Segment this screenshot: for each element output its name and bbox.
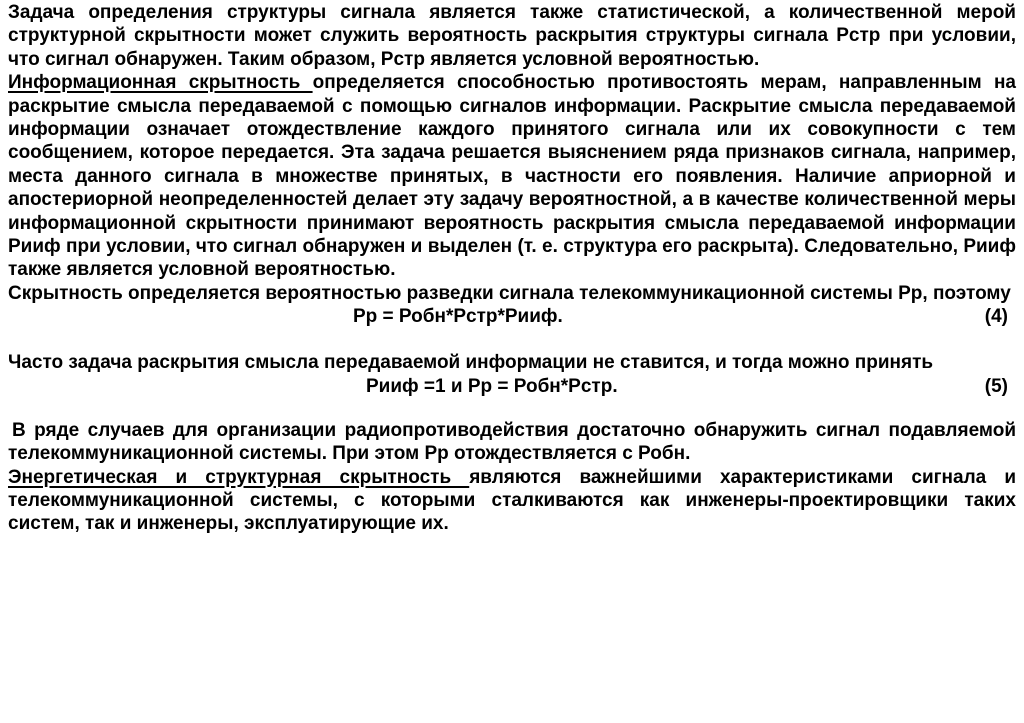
term-information-secrecy: Информационная скрытность [8, 72, 313, 94]
paragraph-information-secrecy-text: определяется способностью противостоять мерам, направленным на раскрытие смысла передаваемой с помощью сигналов информации. Раскрытие смысла передаваемой информации означает отождествление каждого принятого сигнала или их совокупности с тем сообщением, которое передается. Эта задача решается выяснением ряда признаков сигнала, например, места данного сигнала в множестве принятых, в частности его появления. Наличие априорной и апостериорной неопределенностей делает эту задачу вероятностной, а в качестве количественной меры информационной скрытности принимают вероятность раскрытия смысла передаваемой информации Рииф при условии, что сигнал обнаружен и выделен (т. е. структура его раскрыта). Следовательно, Рииф также является условной вероятностью. [8, 72, 1016, 281]
formula-5-number: (5) [984, 375, 1008, 397]
formula-5 [8, 375, 1016, 399]
paragraph-energy-structural-secrecy-text: являются важнейшими характеристиками сигнала и телекоммуникационной системы, с которыми сталкиваются как инженеры-проектировщики таких систем, так и инженеры, эксплуатирующие их. [8, 466, 1016, 535]
formula-4 [8, 305, 1016, 329]
paragraph-secrecy-probability: Скрытность определяется вероятностью разведки сигнала телекоммуникационной системы Рр, поэтому [8, 282, 1011, 304]
formula-5-expression: Рииф =1 и Рр = Робн*Рстр. [366, 375, 618, 397]
paragraph-energy-structural-secrecy [8, 466, 1016, 536]
paragraph-information-secrecy [8, 71, 1016, 282]
paragraph-simplification: Часто задача раскрытия смысла передаваемой информации не ставится, и тогда можно принять [8, 352, 934, 374]
term-energy-structural-secrecy: Энергетическая и структурная скрытность [8, 466, 470, 488]
paragraph-radio-countermeasures: В ряде случаев для организации радиопротиводействия достаточно обнаружить сигнал подавляемой телекоммуникационной системы. При этом Рр отождествляется с Робн. [8, 419, 1016, 465]
formula-4-expression: Рр = Робн*Рстр*Рииф. [353, 306, 563, 328]
paragraph-structural-secrecy: Задача определения структуры сигнала является также статистической, а количественной мерой структурной скрытности может служить вероятность раскрытия структуры сигнала Рстр при условии, что сигнал обнаружен. Таким образом, Рстр является условной вероятностью. [8, 2, 1016, 70]
formula-4-number: (4) [984, 306, 1008, 328]
